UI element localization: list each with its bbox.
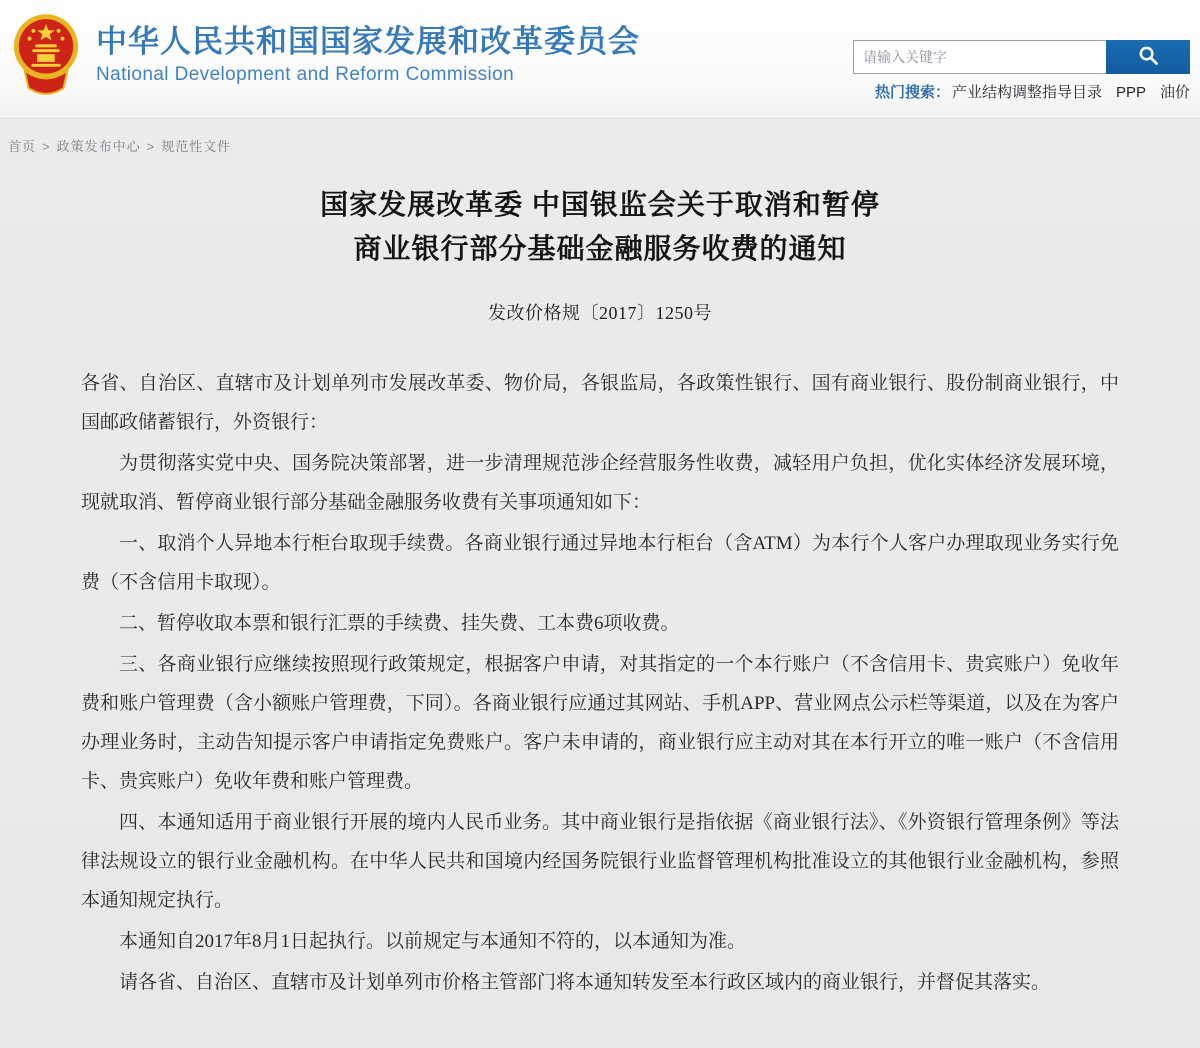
breadcrumb-item[interactable]: 政策发布中心	[56, 139, 141, 154]
article-paragraph: 一、取消个人异地本行柜台取现手续费。各商业银行通过异地本行柜台（含ATM）为本行个人客户办理取现业务实行免费（不含信用卡取现）。	[81, 533, 1119, 594]
hot-search-label: 热门搜索：	[874, 84, 950, 101]
article-paragraph: 本通知自2017年8月1日起执行。以前规定与本通知不符的，以本通知为准。	[119, 930, 747, 952]
search-button[interactable]	[1106, 40, 1190, 74]
breadcrumb	[0, 119, 1200, 155]
breadcrumb-item[interactable]: 首页	[8, 139, 37, 154]
site-title-en: National Development and Reform Commission	[96, 63, 515, 85]
search-box	[853, 40, 1190, 74]
article-paragraph: 三、各商业银行应继续按照现行政策规定，根据客户申请，对其指定的一个本行账户（不含信用卡、贵宾账户）免收年费和账户管理费（含小额账户管理费，下同）。各商业银行应通过其网站、手机APP、营业网点公示栏等渠道，以及在为客户办理业务时，主动告知提示客户申请指定免费账户。客户未申请的，商业银行应主动对其在本行开立的唯一账户（不含信用卡、贵宾账户）免收年费和账户管理费。	[81, 654, 1119, 792]
search-icon	[1137, 44, 1160, 70]
article-paragraph: 为贯彻落实党中央、国务院决策部署，进一步清理规范涉企经营服务性收费，减轻用户负担，优化实体经济发展环境，现就取消、暂停商业银行部分基础金融服务收费有关事项通知如下：	[81, 453, 1119, 514]
site-titles	[96, 12, 640, 86]
site-brand	[12, 12, 640, 104]
article-title	[81, 183, 1119, 271]
article-title-line1: 国家发展改革委 中国银监会关于取消和暂停	[320, 189, 880, 220]
article-paragraph: 各省、自治区、直辖市及计划单列市发展改革委、物价局，各银监局，各政策性银行、国有商业银行、股份制商业银行，中国邮政储蓄银行，外资银行：	[81, 373, 1119, 434]
search-input[interactable]	[853, 40, 1106, 74]
breadcrumb-separator: >	[146, 139, 156, 154]
hot-search-link[interactable]: PPP	[1115, 84, 1146, 101]
hot-search-link[interactable]: 油价	[1159, 84, 1190, 101]
article-paragraph: 四、本通知适用于商业银行开展的境内人民币业务。其中商业银行是指依据《商业银行法》、《外资银行管理条例》等法律法规设立的银行业金融机构。在中华人民共和国境内经国务院银行业监督管理机构批准设立的其他银行业金融机构，参照本通知规定执行。	[81, 811, 1119, 911]
national-emblem-icon	[12, 12, 80, 104]
article-body	[81, 365, 1119, 1002]
document-number: 发改价格规〔2017〕1250号	[488, 303, 712, 324]
breadcrumb-item: 规范性文件	[161, 139, 232, 154]
hot-search-row	[875, 83, 1190, 103]
site-title-zh: 中华人民共和国国家发展和改革委员会	[96, 24, 640, 59]
hot-search-links	[950, 84, 1190, 101]
article-paragraph: 请各省、自治区、直辖市及计划单列市价格主管部门将本通知转发至本行政区域内的商业银行，并督促其落实。	[119, 971, 1051, 993]
breadcrumb-separator: >	[42, 139, 51, 154]
hot-search-link[interactable]: 产业结构调整指导目录	[951, 84, 1102, 101]
article-title-line2: 商业银行部分基础金融服务收费的通知	[353, 233, 847, 265]
article-paragraph: 二、暂停收取本票和银行汇票的手续费、挂失费、工本费6项收费。	[119, 613, 680, 635]
search-area	[853, 40, 1190, 103]
article	[81, 183, 1119, 1002]
site-header	[0, 0, 1200, 119]
